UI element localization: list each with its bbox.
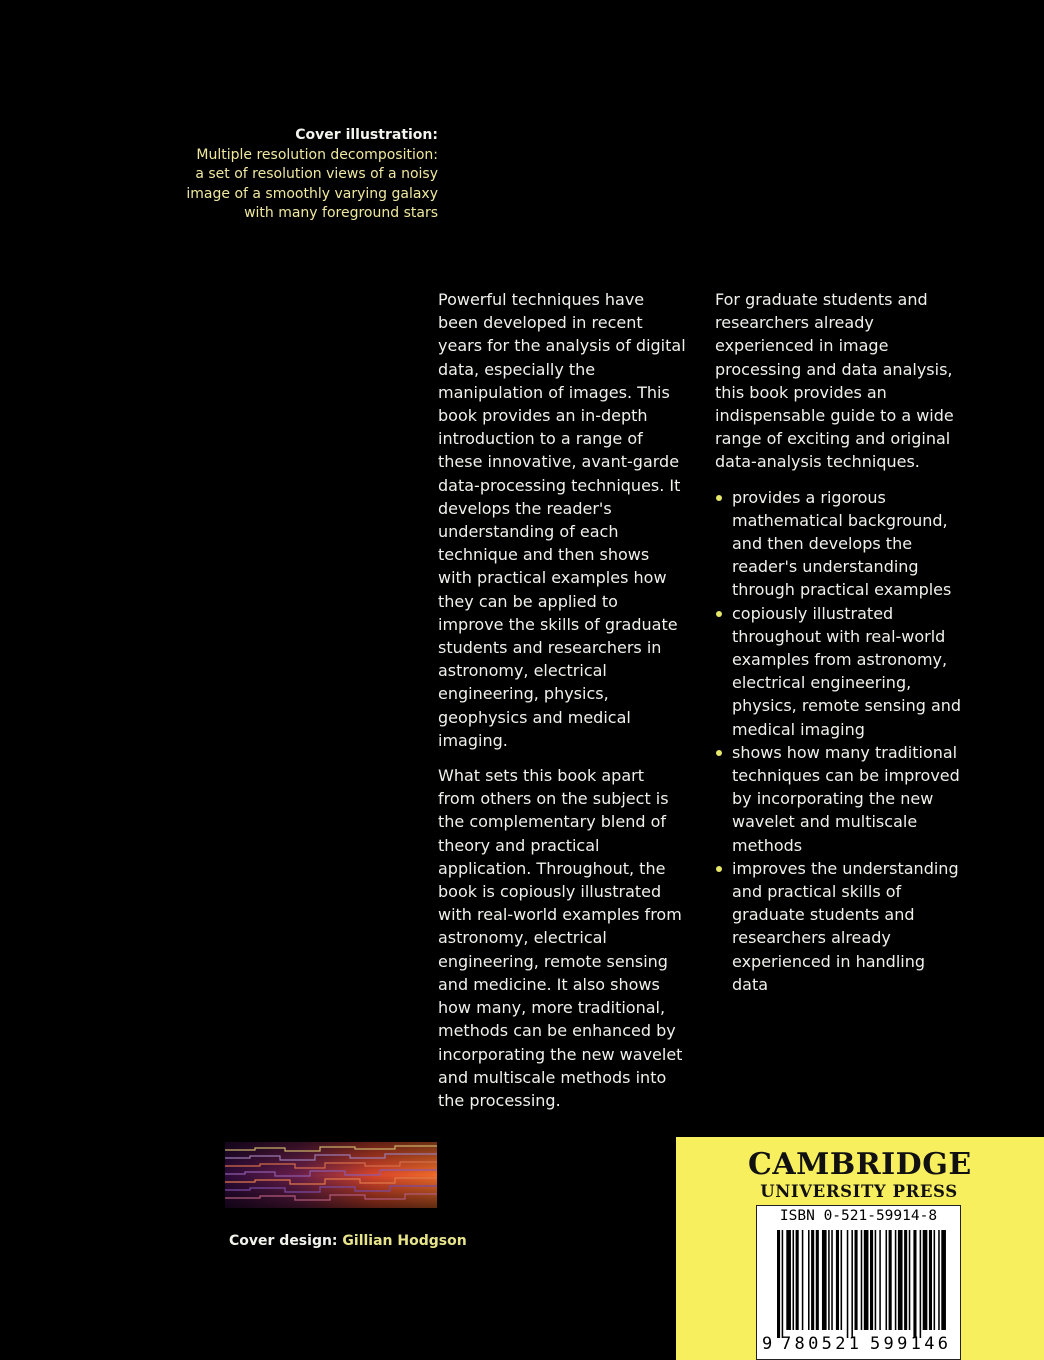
audience-intro: For graduate students and researchers already experienced in image processing and data analysis, this book provides an indispensable guide to a wide range of exciting and original data-analysis techniques. (715, 290, 954, 472)
isbn-barcode (756, 1205, 961, 1360)
barcode-digits-left: 780521 (781, 1334, 859, 1354)
barcode-bar (923, 1230, 928, 1330)
feature-bullet: shows how many traditional techniques can be improved by incorporating the new wavelet and multiscale methods (715, 741, 965, 857)
barcode-bar (870, 1230, 873, 1330)
cover-design-label: Cover design: (229, 1233, 338, 1249)
caption-line: Multiple resolution decomposition: (196, 146, 438, 163)
barcode-bar (875, 1230, 877, 1330)
barcode-bar (929, 1230, 932, 1330)
barcode-bar (828, 1230, 830, 1330)
multiscale-strip-image (225, 1142, 437, 1208)
barcode-bar (851, 1230, 853, 1338)
barcode-bar (796, 1230, 799, 1330)
barcode-bar (864, 1230, 869, 1330)
barcode-bar (808, 1230, 810, 1330)
barcode-bar (782, 1230, 784, 1338)
cover-illustration-caption (150, 126, 438, 224)
barcode-bar (879, 1230, 881, 1330)
feature-bullet: copiously illustrated throughout with real-world examples from astronomy, electrical engineering, physics, remote sensing and medical imaging (715, 602, 965, 741)
barcode-bar (802, 1230, 804, 1330)
caption-line: image of a smoothly varying galaxy (186, 185, 438, 202)
isbn-number: ISBN 0-521-59914-8 (779, 1208, 938, 1224)
publisher-box (676, 1137, 1044, 1360)
barcode-bar (836, 1230, 839, 1330)
barcode-bar (909, 1230, 911, 1330)
barcode-bar (786, 1230, 791, 1330)
designer-name: Gillian Hodgson (342, 1233, 467, 1249)
feature-list (715, 486, 965, 996)
caption-line: with many foreground stars (244, 205, 438, 221)
barcode-bar (822, 1230, 827, 1330)
feature-bullet: improves the understanding and practical skills of graduate students and researchers already experienced in handling data (715, 857, 965, 996)
barcode-bar (886, 1230, 888, 1330)
barcode-bar (904, 1230, 907, 1330)
description-paragraph-1: Powerful techniques have been developed in recent years for the analysis of digital data, especially the manipulation of images. This book provides an in-depth introduction to a range of these innovative, avant-garde data-processing techniques. It develops the reader's understanding of each technique and then shows with practical examples how they can be applied to improve the skills of graduate students and researchers in astronomy, electrical engineering, physics, geophysics and medical imaging. (438, 290, 686, 750)
barcode-bar (898, 1230, 903, 1330)
barcode-graphic (757, 1206, 960, 1359)
barcode-digit-first: 9 (762, 1334, 773, 1354)
barcode-digits-right: 599146 (870, 1334, 948, 1354)
description-left-column (438, 288, 686, 1124)
barcode-bar (816, 1230, 819, 1330)
barcode-bar (938, 1230, 940, 1330)
caption-title: Cover illustration: (295, 127, 438, 143)
barcode-bar (941, 1230, 946, 1330)
barcode-bar (777, 1230, 780, 1338)
publisher-subname: UNIVERSITY PRESS (760, 1182, 958, 1201)
barcode-bar (811, 1230, 814, 1330)
feature-bullet: provides a rigorous mathematical background, and then develops the reader's understanding through practical examples (715, 486, 965, 602)
caption-line: a set of resolution views of a noisy (195, 166, 438, 182)
description-paragraph-2: What sets this book apart from others on the subject is the complementary blend of theory and practical application. Throughout, the book is copiously illustrated with real-world examples from astronomy, electrical engineering, remote sensing and medicine. It also shows how many, more traditional, methods can be enhanced by incorporating the new wavelet and multiscale methods into the processing. (438, 766, 683, 1110)
barcode-bar (831, 1230, 833, 1330)
barcode-bar (913, 1230, 916, 1338)
barcode-bar (793, 1230, 795, 1330)
barcode-bar (847, 1230, 849, 1338)
barcode-bar (920, 1230, 922, 1338)
barcode-bar (841, 1230, 843, 1330)
description-right-column (715, 288, 965, 996)
cover-design-credit (229, 1233, 467, 1249)
barcode-bar (934, 1230, 936, 1330)
barcode-bar (861, 1230, 863, 1330)
publisher-name: CAMBRIDGE (748, 1147, 972, 1182)
barcode-bar (889, 1230, 892, 1330)
barcode-bar (855, 1230, 858, 1330)
barcode-bar (895, 1230, 897, 1330)
